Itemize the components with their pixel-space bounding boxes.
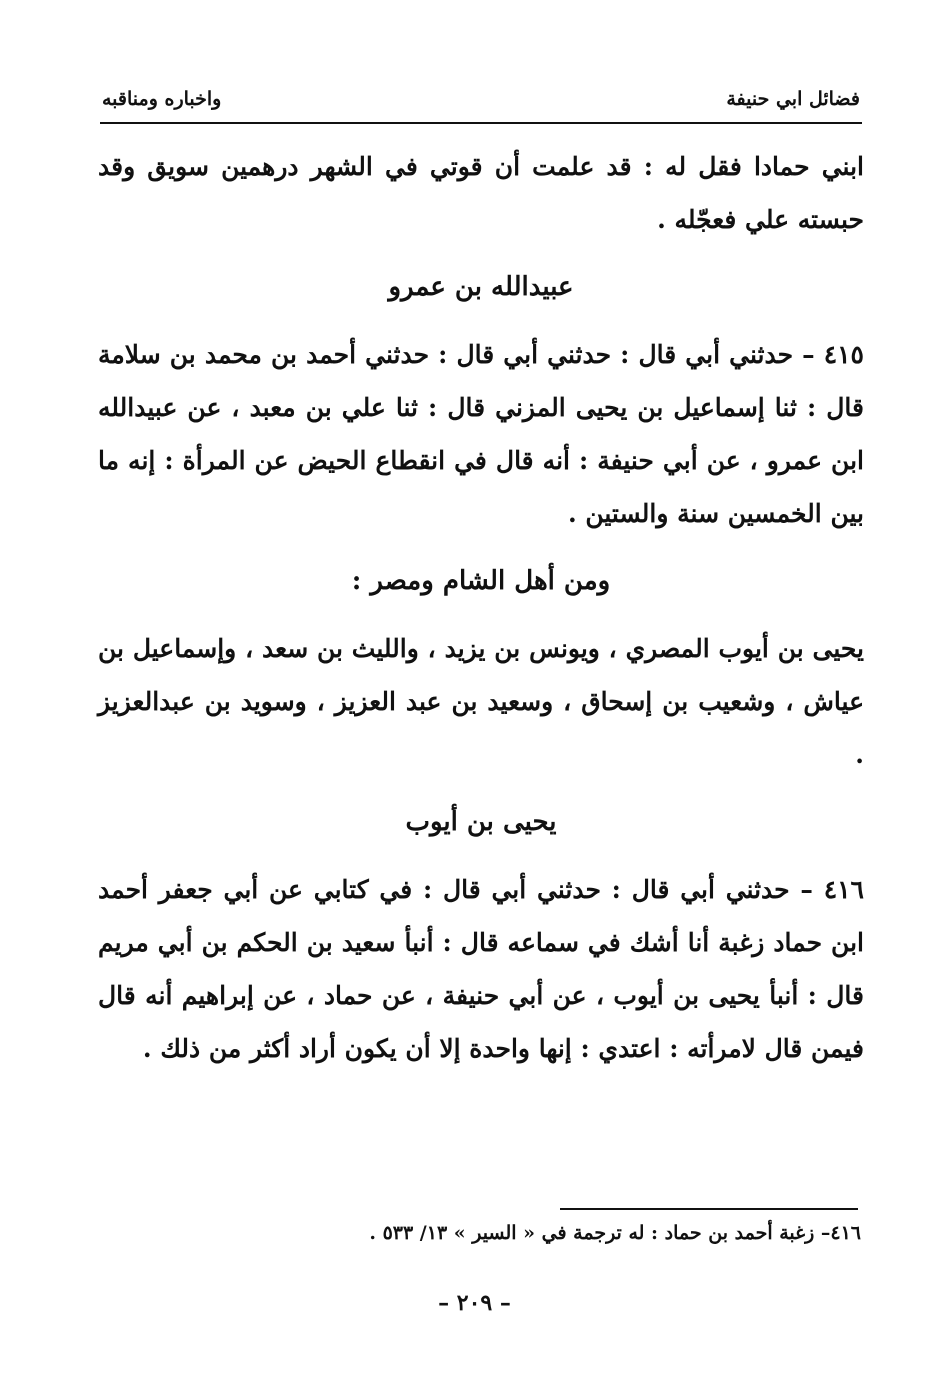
section-heading-ubaydullah: عبيدالله بن عمرو: [388, 272, 574, 302]
running-header: [100, 82, 862, 124]
main-text: [98, 140, 864, 1075]
section-heading-sham-misr: ومن أهل الشام ومصر :: [351, 566, 611, 596]
footnote-divider: [560, 1208, 858, 1210]
narrators-list-paragraph: يحيى بن أيوب المصري ، ويونس بن يزيد ، والليث بن سعد ، وإسماعيل بن عياش ، وشعيب بن إسحاق ، وسعيد بن عبد العزيز ، وسويد بن عبدالعزيز .: [98, 634, 864, 769]
header-book-title: فضائل ابي حنيفة: [726, 88, 860, 110]
section-heading-yahya: يحيى بن أيوب: [405, 807, 557, 837]
intro-paragraph: ابني حمادا فقل له : قد علمت أن قوتي في الشهر درهمين سويق وقد حبسته علي فعجّله .: [98, 152, 864, 234]
page-number: – ٢٠٩ –: [438, 1290, 511, 1316]
paragraph-416: ٤١٦ – حدثني أبي قال : حدثني أبي قال : في كتابي عن أبي جعفر أحمد ابن حماد زغبة أنا أشك في سماعه قال : أنبأ سعيد بن الحكم بن أبي مريم قال : أنبأ يحيى بن أيوب ، عن أبي حنيفة ، عن حماد ، عن إبراهيم أنه قال فيمن قال لامرأته : اعتدي : إنها واحدة إلا أن يكون أراد أكثر من ذلك .: [98, 875, 864, 1063]
header-subtitle: واخباره ومناقبه: [102, 88, 222, 110]
footnote-416: ٤١٦– زغبة أحمد بن حماد : له ترجمة في « السير » ١٣/ ٥٣٣ .: [369, 1222, 861, 1244]
paragraph-415: ٤١٥ – حدثني أبي قال : حدثني أبي قال : حدثني أحمد بن محمد بن سلامة قال : ثنا إسماعيل بن يحيى المزني قال : ثنا علي بن معبد ، عن عبيدالله ابن عمرو ، عن أبي حنيفة : أنه قال في انقطاع الحيض عن المرأة : إنه ما بين الخمسين سنة والستين .: [98, 340, 864, 528]
